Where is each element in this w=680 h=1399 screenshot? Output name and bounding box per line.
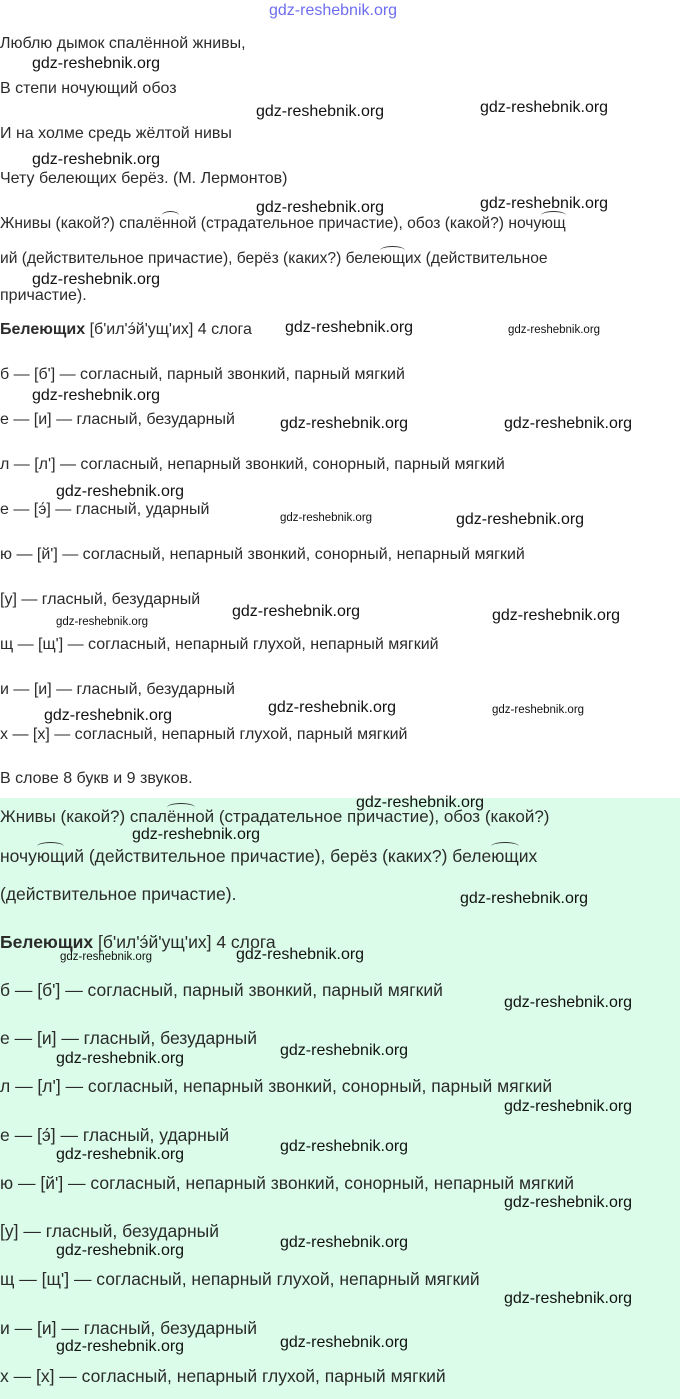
word-heading: Белеющих [б'ил'э́й'ущ'их] 4 слога <box>0 932 276 952</box>
analysis-line: Жнивы (какой?) спалённой (страдательное причастие), обоз (какой?) <box>0 807 550 826</box>
analysis-line: (действительное причастие). <box>0 884 237 904</box>
watermark: gdz-reshebnik.org <box>508 324 601 336</box>
watermark: gdz-reshebnik.org <box>236 946 365 963</box>
poem-line: Люблю дымок спалённой жнивы, <box>0 35 246 52</box>
watermark: gdz-reshebnik.org <box>44 707 173 724</box>
watermark: gdz-reshebnik.org <box>32 387 161 404</box>
phonetic-line: х — [х] — согласный, непарный глухой, парный мягкий <box>0 726 408 743</box>
watermark: gdz-reshebnik.org <box>285 319 414 336</box>
watermark: gdz-reshebnik.org <box>356 794 485 811</box>
watermark: gdz-reshebnik.org <box>32 55 161 72</box>
watermark: gdz-reshebnik.org <box>480 99 609 116</box>
phonetic-line: х — [х] — согласный, непарный глухой, парный мягкий <box>0 1366 446 1386</box>
phonetic-line: л — [л'] — согласный, непарный звонкий, сонорный, парный мягкий <box>0 1076 553 1096</box>
watermark: gdz-reshebnik.org <box>60 951 153 963</box>
watermark: gdz-reshebnik.org <box>232 603 361 620</box>
site-watermark-header[interactable]: gdz-reshebnik.org <box>269 2 398 19</box>
analysis-line: Жнивы (какой?) спалённой (страдательное причастие), обоз (какой?) ночующ <box>0 215 566 232</box>
watermark: gdz-reshebnik.org <box>280 1234 409 1251</box>
watermark: gdz-reshebnik.org <box>280 415 409 432</box>
word-bold: Белеющих <box>0 932 94 952</box>
phonetic-line: ю — [й'] — согласный, непарный звонкий, сонорный, непарный мягкий <box>0 1173 575 1193</box>
watermark: gdz-reshebnik.org <box>504 1098 633 1115</box>
watermark: gdz-reshebnik.org <box>56 1338 185 1355</box>
watermark: gdz-reshebnik.org <box>456 511 585 528</box>
watermark: gdz-reshebnik.org <box>268 699 397 716</box>
phonetic-line: е — [и] — гласный, безударный <box>0 1028 257 1048</box>
poem-line: И на холме средь жёлтой нивы <box>0 125 232 142</box>
watermark: gdz-reshebnik.org <box>56 1146 185 1163</box>
analysis-line: ночующий (действительное причастие), берёз (каких?) белеющих <box>0 846 538 866</box>
phonetic-line: щ — [щ'] — согласный, непарный глухой, непарный мягкий <box>0 636 439 653</box>
phonetic-line: л — [л'] — согласный, непарный звонкий, сонорный, парный мягкий <box>0 456 505 473</box>
watermark: gdz-reshebnik.org <box>492 607 621 624</box>
watermark: gdz-reshebnik.org <box>280 512 373 524</box>
phonetic-line: б — [б'] — согласный, парный звонкий, парный мягкий <box>0 980 443 1000</box>
watermark: gdz-reshebnik.org <box>280 1334 409 1351</box>
poem-line: Чету белеющих берёз. (М. Лермонтов) <box>0 170 288 187</box>
watermark: gdz-reshebnik.org <box>504 1194 633 1211</box>
phonetic-line: и — [и] — гласный, безударный <box>0 681 235 698</box>
phonetic-line: е — [э́] — гласный, ударный <box>0 1125 230 1145</box>
watermark: gdz-reshebnik.org <box>504 1290 633 1307</box>
summary-line: В слове 8 букв и 9 звуков. <box>0 770 193 787</box>
watermark: gdz-reshebnik.org <box>460 890 589 907</box>
word-heading: Белеющих [б'ил'э́й'ущ'их] 4 слога <box>0 321 252 338</box>
watermark: gdz-reshebnik.org <box>256 103 385 120</box>
phonetic-line: б — [б'] — согласный, парный звонкий, парный мягкий <box>0 366 405 383</box>
phonetic-line: е — [э́] — гласный, ударный <box>0 501 210 518</box>
watermark: gdz-reshebnik.org <box>256 199 385 216</box>
answer-section-bottom <box>0 794 680 1399</box>
watermark: gdz-reshebnik.org <box>56 483 185 500</box>
word-bold: Белеющих <box>0 321 86 338</box>
phonetic-line: [у] — гласный, безударный <box>0 591 201 608</box>
phonetic-line: и — [и] — гласный, безударный <box>0 1318 258 1338</box>
watermark: gdz-reshebnik.org <box>56 1242 185 1259</box>
watermark: gdz-reshebnik.org <box>480 195 609 212</box>
watermark: gdz-reshebnik.org <box>504 994 633 1011</box>
analysis-line: причастие). <box>0 287 87 304</box>
watermark: gdz-reshebnik.org <box>504 415 633 432</box>
phonetic-line: щ — [щ'] — согласный, непарный глухой, непарный мягкий <box>0 1269 480 1289</box>
analysis-line: ий (действительное причастие), берёз (каких?) белеющих (действительное <box>0 250 548 267</box>
phonetic-line: ю — [й'] — согласный, непарный звонкий, сонорный, непарный мягкий <box>0 546 525 563</box>
watermark: gdz-reshebnik.org <box>56 616 149 628</box>
poem-line: В степи ночующий обоз <box>0 80 177 97</box>
watermark: gdz-reshebnik.org <box>32 151 161 168</box>
watermark: gdz-reshebnik.org <box>32 271 161 288</box>
watermark: gdz-reshebnik.org <box>280 1138 409 1155</box>
watermark: gdz-reshebnik.org <box>132 826 261 843</box>
watermark: gdz-reshebnik.org <box>492 704 585 716</box>
phonetic-line: е — [и] — гласный, безударный <box>0 411 235 428</box>
watermark: gdz-reshebnik.org <box>280 1042 409 1059</box>
phonetic-line: [у] — гласный, безударный <box>0 1221 219 1241</box>
watermark: gdz-reshebnik.org <box>56 1050 185 1067</box>
